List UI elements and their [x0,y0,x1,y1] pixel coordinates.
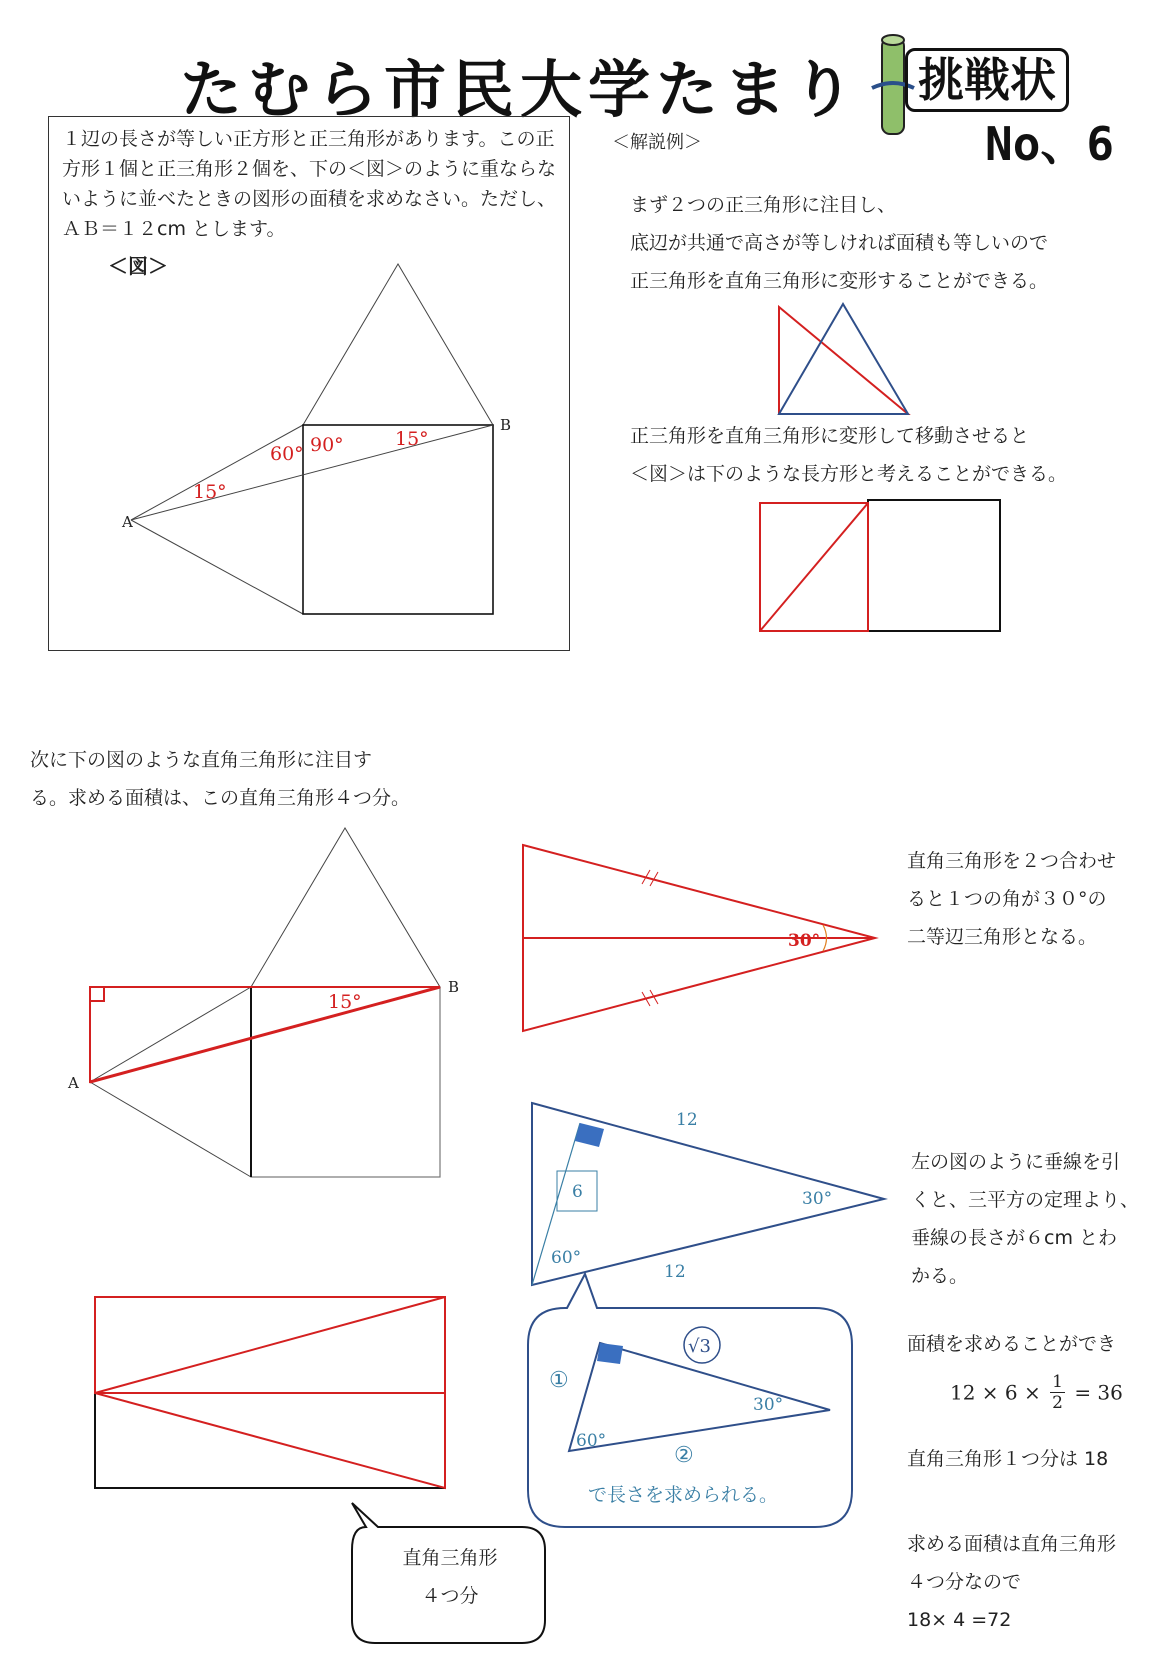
explanation-p4-line3: 二等辺三角形となる。 [907,926,1098,948]
formula-numerator: 1 [1052,1372,1063,1392]
label-sqrt3: √3 [688,1336,711,1357]
explanation-p3-line2: る。求める面積は、この直角三角形４つ分。 [30,787,411,809]
explanation-p1-line2: 底辺が共通で高さが等しければ面積も等しいので [630,232,1049,254]
formula-denominator: 2 [1052,1393,1063,1413]
explanation-p8-line3: 18× 4 =72 [907,1609,1012,1631]
four-triangles-figure [95,1297,445,1488]
explanation-p2-line1: 正三角形を直角三角形に変形して移動させると [630,425,1030,447]
label-B-2: B [448,978,460,996]
explanation-p1-line3: 正三角形を直角三角形に変形することができる。 [630,270,1049,292]
explanation-p7: 直角三角形１つ分は 18 [907,1448,1109,1470]
triangle-transform-figure [779,304,908,414]
isosceles-figure [523,845,875,1031]
explanation-p5-line1: 左の図のように垂線を引 [911,1151,1121,1173]
explanation-p1-line1: まず２つの正三角形に注目し、 [630,194,897,216]
right-angle-marker-2 [597,1343,623,1364]
explanation-p4-line2: ると１つの角が３０°の [907,888,1107,910]
label-60-ratio: 60° [576,1431,607,1451]
formula-lhs: 12 × 6 × [950,1380,1041,1405]
right-triangle-figure [90,828,440,1177]
right-angle-marker-1 [575,1123,604,1147]
explanation-p5-line3: 垂線の長さが６cm とわ [911,1227,1117,1249]
label-12a: 12 [676,1110,698,1130]
label-12b: 12 [664,1262,686,1282]
explanation-p3-line1: 次に下の図のような直角三角形に注目す [30,749,373,771]
formula-rhs: = 36 [1074,1380,1123,1405]
problem-text: １辺の長さが等しい正方形と正三角形があります。この正方形１個と正三角形２個を、下の＜図＞のように重ならないように並べたときの図形の面積を求めなさい。ただし、ＡＢ＝１２cm とします。 [62,128,557,240]
rectangle-figure [760,500,1000,631]
explanation-p5-line4: かる。 [911,1265,969,1287]
explanation-p8-line2: ４つ分なので [907,1571,1022,1593]
issue-number: No、6 [985,117,1115,171]
label-30-blue: 30° [802,1189,833,1209]
explanation-p8-line1: 求める面積は直角三角形 [907,1533,1117,1555]
count-bubble-line2: ４つ分 [421,1585,479,1607]
explanation-p4-line1: 直角三角形を２つ合わせ [907,850,1117,872]
count-bubble-line1: 直角三角形 [402,1547,498,1569]
explanation-heading: ＜解説例＞ [612,132,702,153]
explanation-p5-line2: くと、三平方の定理より、 [911,1189,1140,1211]
page-title: たむら市民大学たまり [180,53,861,126]
explanation-p2-line2: ＜図＞は下のような長方形と考えることができる。 [630,463,1068,485]
label-30-iso: 30° [788,931,821,951]
label-15-2: 15° [328,991,362,1013]
explanation-p6: 面積を求めることができ [907,1333,1117,1355]
label-one: ① [549,1368,569,1393]
label-90-1: 90° [310,434,344,456]
label-A-2: A [68,1074,79,1092]
area-formula [950,1372,1123,1420]
figure-label: ＜図＞ [108,254,168,278]
label-60-1: 60° [270,443,304,465]
challenge-badge: 挑戦状 [905,48,1069,112]
label-A-1: A [122,513,133,531]
label-15b-1: 15° [193,481,227,503]
label-60-blue: 60° [551,1248,582,1268]
label-6: 6 [572,1182,583,1202]
label-two: ② [674,1443,694,1468]
ratio-bubble-text: で長さを求められる。 [588,1484,779,1506]
label-B-1: B [500,416,512,434]
label-15a-1: 15° [395,428,429,450]
label-30-ratio: 30° [753,1395,784,1415]
